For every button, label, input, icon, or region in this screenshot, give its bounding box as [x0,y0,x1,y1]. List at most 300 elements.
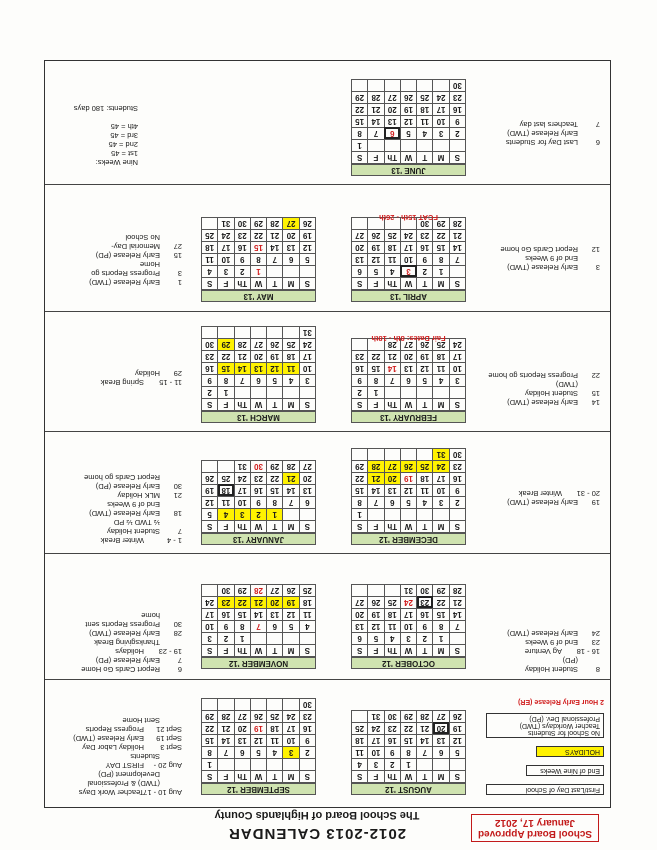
day-cell: 17 [234,485,250,497]
month-august [351,710,466,795]
day-cell: 24 [400,230,416,242]
note-text: Winter Break [518,489,562,498]
day-cell [433,387,449,399]
day-cell: 23 [352,351,368,363]
day-cell: 11 [202,254,218,266]
note-date: 1 - 4 [166,536,182,545]
day-cell [202,218,218,230]
day-cell: 21 [368,104,384,116]
day-cell: 11 [352,747,368,759]
day-cell: 18 [202,242,218,254]
page-subtitle: The School Board of Highlands County [214,809,420,821]
note-text: (TWD) & Professional [87,779,160,788]
day-cell: 28 [283,461,299,473]
day-cell: 18 [417,104,433,116]
day-cell: 26 [283,585,299,597]
weekday-header: S [449,771,465,783]
note-line [74,158,160,167]
day-cell: 22 [400,723,416,735]
day-cell: 9 [299,735,315,747]
note-line [81,656,182,665]
day-cell: 10 [449,363,465,375]
day-cell [218,759,234,771]
note-text: Progress Reports go [91,269,160,278]
day-cell: 19 [449,723,465,735]
note-line [488,389,600,398]
day-cell: 20 [267,597,283,609]
day-cell: 31 [234,461,250,473]
day-cell [449,266,465,278]
month-grid [201,217,316,290]
note-line [507,498,600,507]
day-cell: 17 [202,609,218,621]
notes-february [488,371,600,407]
note-text: home [141,611,160,620]
day-cell: 17 [433,473,449,485]
day-cell: 8 [433,254,449,266]
day-cell [202,327,218,339]
weekday-header: Th [384,771,400,783]
day-cell: 12 [449,735,465,747]
day-cell: 15 [234,609,250,621]
day-cell: 27 [352,230,368,242]
note-text: Development (PD) [98,770,160,779]
day-cell: 25 [417,92,433,104]
day-cell: 5 [449,747,465,759]
day-cell: 13 [283,242,299,254]
day-cell [218,327,234,339]
day-cell: 21 [384,351,400,363]
weekday-header: T [417,521,433,533]
day-cell: 15 [352,485,368,497]
note-date: 7 [177,527,182,536]
day-cell: 19 [299,230,315,242]
day-cell: 16 [417,609,433,621]
day-cell: 28 [267,218,283,230]
note-date: 14 [591,398,600,407]
day-cell: 11 [299,609,315,621]
note-date: Sept 3 [160,743,182,752]
day-cell: 24 [368,723,384,735]
day-cell: 13 [384,485,400,497]
row-divider [45,553,610,554]
day-cell: 11 [433,363,449,375]
day-cell: 6 [283,254,299,266]
day-cell: 24 [400,597,416,609]
notes-january [84,473,182,545]
note-line [89,269,182,278]
day-cell: 15 [368,363,384,375]
note-date: 18 [173,509,182,518]
day-cell: 24 [449,339,465,351]
weekday-header: M [283,399,299,411]
note-line [84,491,182,500]
day-cell [417,509,433,521]
day-cell [299,509,315,521]
day-cell: 15 [202,735,218,747]
legend-end-nine: End of Nine Weeks [526,765,604,776]
weekday-header: W [250,771,266,783]
weekday-header: W [400,521,416,533]
day-cell: 15 [433,242,449,254]
day-cell: 10 [433,485,449,497]
day-cell: 13 [433,735,449,747]
day-cell: 24 [299,339,315,351]
day-cell: 5 [400,128,416,140]
note-line [506,129,600,138]
weekday-header: S [449,152,465,164]
weekday-header: S [449,645,465,657]
note-text: Student Holiday [525,665,578,674]
row-divider [45,431,610,432]
note-line [74,131,160,140]
weekday-header: S [449,399,465,411]
day-cell: 7 [368,128,384,140]
day-cell: 10 [400,621,416,633]
weekday-header: Th [384,152,400,164]
note-text: Report Cards Go Home [81,665,160,674]
weekday-header: S [299,521,315,533]
day-cell [299,266,315,278]
day-cell: 20 [299,473,315,485]
day-cell: 7 [250,621,266,633]
day-cell [250,699,266,711]
day-cell: 1 [218,387,234,399]
note-text: Early Release (TWD) [507,498,578,507]
day-cell: 1 [267,509,283,521]
day-cell [384,449,400,461]
day-cell: 14 [250,609,266,621]
month-grid [201,326,316,411]
month-december [351,448,466,545]
notes-march [101,369,182,387]
day-cell: 8 [400,747,416,759]
day-cell: 13 [384,116,400,128]
approved-line2: January 17, 2012 [494,817,576,828]
day-cell: 17 [283,723,299,735]
note-date: 20 - 31 [576,489,600,498]
day-cell: 22 [234,597,250,609]
weekday-header: S [352,278,368,290]
weekday-header: S [202,771,218,783]
day-cell: 10 [299,363,315,375]
note-line [84,482,182,491]
day-cell [368,509,384,521]
day-cell: 3 [433,128,449,140]
day-cell: 9 [202,375,218,387]
day-cell: 8 [202,747,218,759]
day-cell: 1 [433,633,449,645]
day-cell: 21 [218,723,234,735]
day-cell: 4 [299,621,315,633]
note-line [507,489,600,498]
day-cell: 12 [267,363,283,375]
day-cell: 18 [267,723,283,735]
day-cell: 5 [368,633,384,645]
day-cell: 23 [299,711,315,723]
day-cell: 8 [234,621,250,633]
day-cell: 25 [202,230,218,242]
day-cell: 28 [417,711,433,723]
weekday-header: Th [384,278,400,290]
day-cell [250,387,266,399]
day-cell: 14 [283,485,299,497]
note-date: 6 [595,138,600,147]
note-text: Teacher Work Days [78,788,144,797]
day-cell: 28 [218,711,234,723]
note-date: 15 [591,389,600,398]
note-line [73,761,182,770]
month-june [351,79,466,176]
day-cell [433,140,449,152]
day-cell: 6 [234,747,250,759]
month-march [201,326,316,423]
day-cell: 17 [400,242,416,254]
day-cell: 19 [400,104,416,116]
weekday-header: Th [234,771,250,783]
note-date: 22 [591,371,600,380]
note-line [500,245,600,254]
weekday-header: W [250,278,266,290]
day-cell [384,585,400,597]
weekday-header: W [400,152,416,164]
day-cell: 18 [283,351,299,363]
legend-first-last: First/Last Day of School [486,784,604,795]
day-cell [234,699,250,711]
note-text: Early Release (TWD) [73,734,144,743]
day-cell: 31 [368,711,384,723]
day-cell: 6 [299,497,315,509]
note-line [500,254,600,263]
day-cell: 23 [218,597,234,609]
row-divider [45,184,610,185]
note-date: 23 [591,638,600,647]
day-cell: 16 [449,473,465,485]
day-cell [449,759,465,771]
day-cell [449,633,465,645]
day-cell: 3 [218,266,234,278]
day-cell: 31 [433,449,449,461]
day-cell: 19 [250,723,266,735]
note-date: 3 [595,263,600,272]
day-cell: 26 [400,92,416,104]
note-date: 8 [595,665,600,674]
day-cell: 1 [368,387,384,399]
note-text: No School [125,233,160,242]
day-cell: 17 [299,351,315,363]
note-date: Aug 10 - 17 [143,788,182,797]
day-cell: 1 [250,266,266,278]
day-cell: 12 [299,242,315,254]
month-title: MAY '13 [201,290,316,302]
note-text: Student Holiday [525,389,578,398]
day-cell [417,80,433,92]
day-cell: 2 [417,633,433,645]
day-cell: 16 [218,609,234,621]
day-cell: 23 [384,723,400,735]
day-cell: 28 [449,585,465,597]
day-cell: 7 [417,747,433,759]
day-cell: 8 [433,621,449,633]
day-cell: 14 [368,116,384,128]
day-cell: 9 [352,375,368,387]
note-date: Sept 19 [156,734,182,743]
day-cell [267,327,283,339]
day-cell: 10 [202,621,218,633]
note-date: 15 [173,251,182,260]
weekday-header: W [400,645,416,657]
note-text: FIRST DAY [105,761,144,770]
note-line [89,242,182,251]
note-text: Report Cards go home [84,473,160,482]
legend-no-school [486,713,604,738]
day-cell [433,759,449,771]
day-cell: 6 [384,497,400,509]
day-cell: 21 [449,597,465,609]
weekday-header: M [433,278,449,290]
day-cell [417,140,433,152]
day-cell: 30 [449,449,465,461]
note-text: ½ TWD ½ PD [113,518,160,527]
month-grid [351,710,466,783]
day-cell: 11 [417,485,433,497]
day-cell: 30 [218,585,234,597]
weekday-header: W [250,521,266,533]
day-cell: 7 [218,747,234,759]
day-cell: 9 [384,747,400,759]
day-cell [352,711,368,723]
day-cell: 25 [384,597,400,609]
note-line [89,260,182,269]
day-cell: 3 [368,759,384,771]
day-cell: 20 [384,473,400,485]
note-line [81,620,182,629]
month-november [201,584,316,669]
note-line [507,647,600,656]
day-cell: 10 [400,254,416,266]
day-cell: 27 [384,461,400,473]
legend-no-school-3: Professional Dev. (PD) [529,715,600,722]
day-cell: 8 [352,497,368,509]
day-cell: 4 [218,509,234,521]
day-cell: 16 [299,723,315,735]
month-title: DECEMBER '12 [351,533,466,545]
day-cell: 7 [449,254,465,266]
weekday-header: S [352,645,368,657]
legend-early-release: 2 Hour Early Release (ER) [518,698,604,705]
day-cell: 6 [384,128,400,140]
day-cell: 9 [449,485,465,497]
day-cell: 4 [417,497,433,509]
day-cell: 18 [352,735,368,747]
day-cell: 29 [400,711,416,723]
month-title: APRIL '13 [351,290,466,302]
note-line [81,665,182,674]
day-cell [234,387,250,399]
day-cell: 18 [384,609,400,621]
day-cell: 30 [384,711,400,723]
day-cell: 15 [218,363,234,375]
day-cell: 27 [433,711,449,723]
day-cell: 31 [299,327,315,339]
weekday-header: F [368,771,384,783]
day-cell: 27 [299,461,315,473]
weekday-header: F [218,521,234,533]
note-text: Early Release (TWD) [507,398,578,407]
notes-may [89,233,182,287]
note-date: 30 [173,620,182,629]
weekday-header: T [267,521,283,533]
note-text: Sent Home [122,716,160,725]
note-date: 21 [173,491,182,500]
note-text: End of 9 Weeks [525,638,578,647]
day-cell: 14 [449,242,465,254]
day-cell: 20 [234,723,250,735]
day-cell: 19 [202,485,218,497]
weekday-header: T [417,771,433,783]
day-cell: 4 [384,266,400,278]
day-cell: 13 [267,609,283,621]
day-cell [352,449,368,461]
day-cell: 30 [234,218,250,230]
note-text: Early Release (TWD) [89,629,160,638]
day-cell: 5 [202,509,218,521]
weekday-header: W [400,399,416,411]
month-title: OCTOBER '12 [351,657,466,669]
day-cell: 12 [202,497,218,509]
month-title: FEBRUARY '13 [351,411,466,423]
day-cell: 22 [368,351,384,363]
day-cell: 21 [267,230,283,242]
day-cell [368,80,384,92]
note-text: Thanksgiving Break [94,638,160,647]
day-cell: 26 [299,218,315,230]
note-text: Ag Venture [524,647,562,656]
day-cell: 12 [368,621,384,633]
day-cell: 16 [384,735,400,747]
day-cell [400,387,416,399]
day-cell: 29 [433,218,449,230]
day-cell: 4 [433,375,449,387]
day-cell [433,509,449,521]
day-cell: 15 [267,485,283,497]
day-cell: 5 [283,621,299,633]
note-line [73,716,182,725]
weekday-header: S [202,645,218,657]
notes-june [506,120,600,147]
weekday-header: M [433,521,449,533]
day-cell: 26 [368,230,384,242]
day-cell: 3 [400,266,416,278]
weekday-header: T [267,399,283,411]
note-line [73,770,182,779]
month-title: JANUARY '13 [201,533,316,545]
day-cell [449,509,465,521]
day-cell: 1 [352,140,368,152]
note-date: 3 [177,269,182,278]
weekday-header: T [417,278,433,290]
day-cell: 24 [202,597,218,609]
day-cell: 26 [449,711,465,723]
approved-line1: School Board Approved [477,828,593,839]
day-cell: 26 [368,597,384,609]
day-cell: 29 [218,339,234,351]
day-cell: 7 [368,497,384,509]
day-cell: 29 [250,218,266,230]
day-cell: 15 [352,116,368,128]
day-cell: 20 [433,723,449,735]
day-cell: 8 [368,375,384,387]
